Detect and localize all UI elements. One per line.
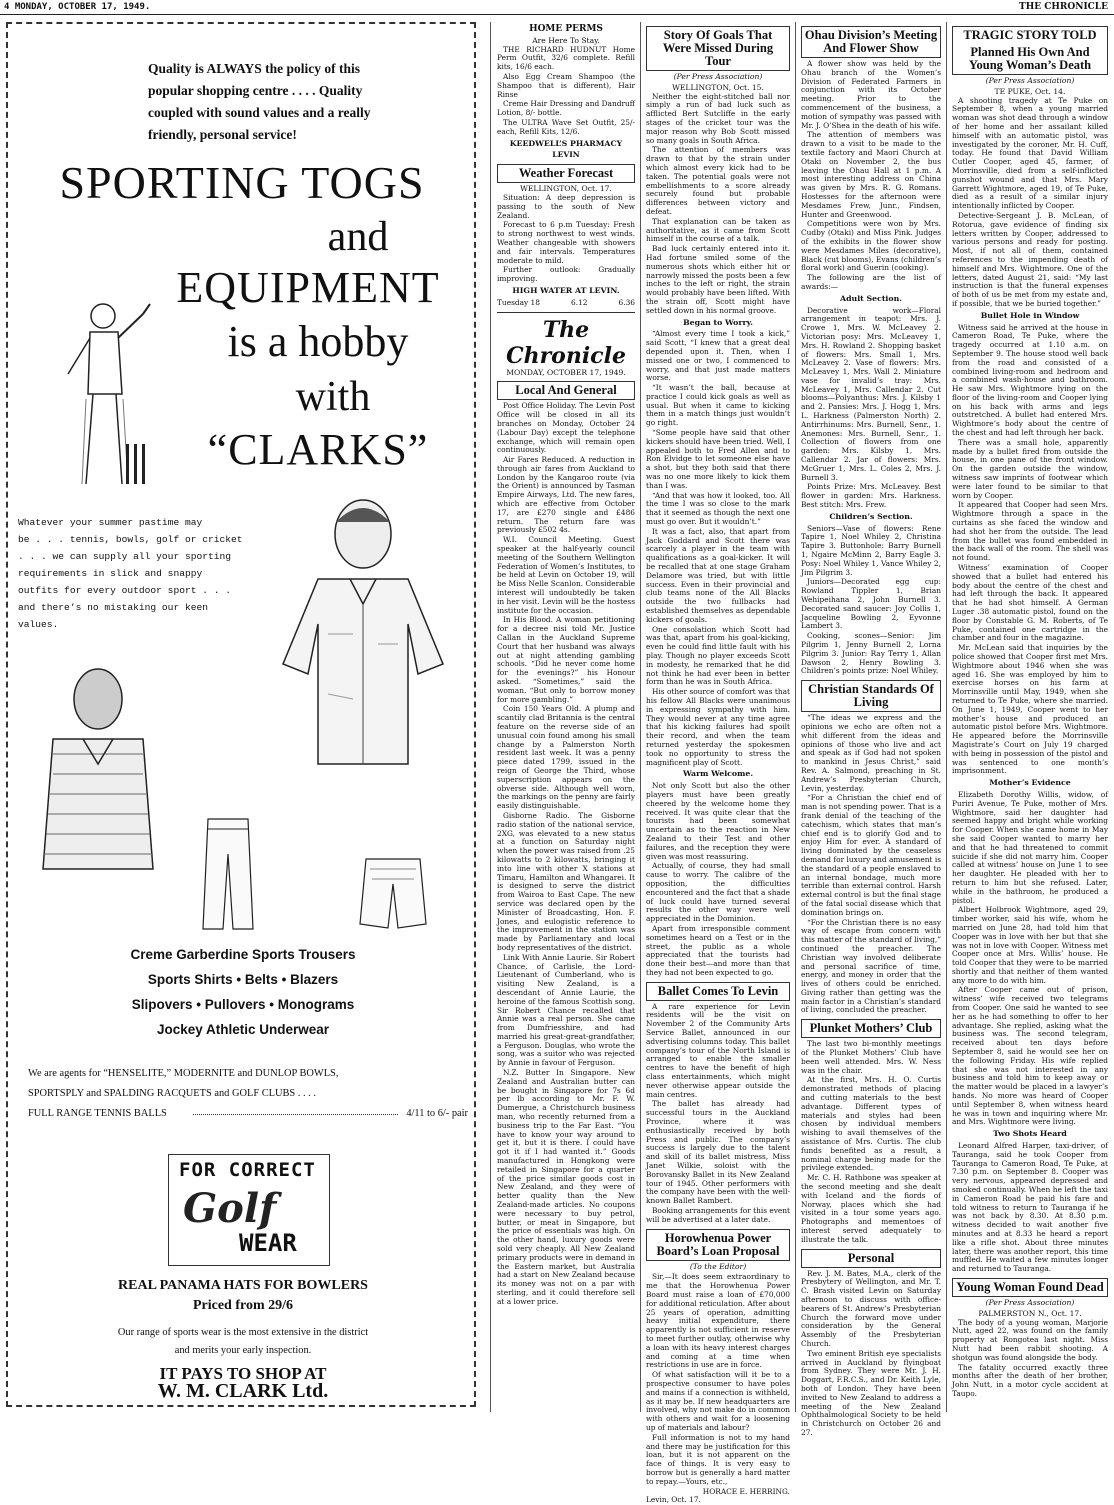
ohau-paragraph: Competitions were won by Mrs. Cudby (Otaki) and Miss Pink. Judges of the exhibits in the flower show were Mesdames Miles (decorative), Black (cut blooms), Evans (children’s floral work) and Guerin (cooking). — [801, 219, 941, 273]
column-rule — [946, 22, 947, 1412]
bullet-paragraph: Witness said he arrived at the house in Cameron Road, Te Puke, where the tragedy occurred at 1.10 a.m. on September 9. The house stood well back from the road and consisted of a combined living-room and bedroom and a combined wash-house and bathroom. He saw Mrs. Wightmore lying on the floor of the living-room and Cooper lying on his back with arms and legs outstretched. A bullet had entered Mrs. Wightmore’s body about the centre of the chest and had left through her back. — [952, 322, 1108, 438]
ad-store-name: W. M. CLARK Ltd. — [157, 1380, 329, 1402]
column-rule — [640, 22, 641, 1412]
ad-headline-2: and — [327, 214, 389, 260]
weather-paragraph: Further outlook: Gradually improving. — [497, 265, 635, 284]
ballet-paragraph: A rare experience for Levin residents will be the visit on November 2 of the Community Arts Service Ballet, announced in our advertising columns today. This ballet company’s tour of the North Island is arranged to enable the smaller centres to have the benefit of high class entertainments, which might never otherwise appear outside the main centres. — [646, 1001, 790, 1099]
tragic-paragraph: A shooting tragedy at Te Puke on September 8, when a young married woman was shot dead through a window of her home and her assailant killed himself with an automatic pistol, was investigated by the coroner, Mr. H. Cuff, today. He found that David William Cutler Cooper, aged 45, farmer, of Morrinsville, died from a self-inflicted gunshot wound and that Mrs. Mary Garrett Wightmore, aged 19, of Te Puke, died as a result of a similar injury intentionally inflicted by Cooper. — [952, 95, 1108, 211]
began-subhead: Began to Worry. — [683, 317, 753, 327]
tragic-dateline: TE PUKE, Oct. 14. — [994, 86, 1066, 96]
children-subhead: Children’s Section. — [829, 511, 913, 521]
header-date: 4 MONDAY, OCTOBER 17, 1949. — [4, 2, 151, 12]
perms-subtitle: Are Here To Stay. — [532, 35, 600, 45]
tide-day: Tuesday 18 — [497, 297, 540, 307]
column-rule — [795, 22, 796, 1412]
mother-subhead: Mother’s Evidence — [989, 778, 1071, 788]
began-paragraph: One consolation which Scott had was that, apart from his goal-kicking, even he could find little fault with his play. Though no player exceeds Scott in modesty, he remarked that he did not think he had ever been in better form than he was in South Africa. — [646, 624, 790, 687]
young-paragraph: The body of a young woman, Marjorie Nutt, aged 22, was found on the family property at Rongotea last night. Miss Nutt had been rabbit shooting. A shotgun was found alongside the body. — [952, 1317, 1108, 1362]
ad-pastime-line: requirements in slick and snappy — [18, 568, 203, 579]
goals-byline: (Per Press Association) — [673, 72, 763, 81]
young-woman-headline: Young Woman Found Dead — [952, 1278, 1108, 1297]
adult-subhead: Adult Section. — [840, 293, 902, 303]
ohau-paragraph: A flower show was held by the Ohau branch of the Women’s Division of Federated Farmers in conjunction with its October meeting. Prior to the commencement of the business, a motion of sympathy was passed with Mr. J. O’Shea in the death of his wife. — [801, 59, 941, 130]
trousers-illustration — [198, 814, 258, 934]
page-header — [0, 0, 1114, 15]
ad-range-line: Our range of sports wear is the most extensive in the district — [117, 1327, 369, 1338]
plunket-paragraph: At the first, Mrs. H. O. Curtis demonstrated methods of placing and cutting materials to the best advantage. Different types of materials and styles had been chosen by individual members wishing to avail themselves of the assistance of Mrs. Curtis. The club funds benefited as a result, a nominal charge being made for the privilege extended. — [801, 1075, 941, 1173]
pharmacy-town: LEVIN — [552, 150, 580, 160]
bullet-subhead: Bullet Hole in Window — [980, 310, 1080, 320]
golf-wear-logo — [168, 1154, 330, 1266]
ad-pastime-line: . . . we can supply all your sporting — [18, 551, 232, 562]
chronicle-masthead: The Chronicle — [506, 316, 626, 369]
warm-paragraph: Apart from irresponsible comment sometimes heard on a Test or in the street, the public as a whole appreciated that the tourists had done their best—and more than that they had not been expected to go. — [646, 923, 790, 977]
ad-range-text — [28, 1324, 458, 1360]
power-signature: HORACE E. HERRING. — [702, 1486, 790, 1496]
tide-row — [497, 299, 635, 308]
plunket-paragraph: The last two bi-monthly meetings of the Plunket Mothers’ Club have been well attended. Mrs. W. Ness was in the chair. — [801, 1039, 941, 1075]
masthead-date: MONDAY, OCTOBER 17, 1949. — [506, 367, 626, 377]
ad-pastime-line: and there’s no mistaking our keen — [18, 602, 208, 613]
young-dateline: PALMERSTON N., Oct. 17. — [978, 1308, 1082, 1318]
power-headline: Horowhenua Power Board’s Loan Proposal — [646, 1229, 790, 1261]
header-masthead: THE CHRONICLE — [1019, 2, 1108, 12]
ad-headline-6: “CLARKS” — [207, 425, 429, 474]
began-paragraph: “Almost every time I took a kick,” said Scott, “I knew that a great deal depended upon it. Then, when I missed one or two, I commenced to worry, and that just made matters worse. — [646, 329, 790, 383]
perms-paragraph: Creme Hair Dressing and Dandruff Lotion, 8/- bottle. — [497, 99, 635, 118]
local-general-headline: Local And General — [497, 381, 635, 400]
ballet-headline: Ballet Comes To Levin — [646, 982, 790, 1001]
ad-tennis-balls-label: FULL RANGE TENNIS BALLS — [28, 1108, 167, 1119]
tide-am: 6.12 — [571, 297, 588, 307]
power-paragraph: Sir,—It does seem extraordinary to me that the Horowhenua Power Board must raise a loan of £70,000 for additional reticulation. After about 25 years of operation, admitting heavy initial expenditure, there apparently is not sufficient in reserve to meet further outlay, otherwise why a loan with its heavy interest charges and coming at a time when restrictions in use are in force. — [646, 1272, 790, 1370]
local-paragraph: Coin 150 Years Old. A plump and scantily clad Britannia is the central feature on the reverse side of an unusual coin found among his small change by a Palmerston North resident last week. It was a penny piece dated 1799, issued in the reign of George the Third, whose superscription appears on the obverse side. Although well worn, the markings on the penny are fairly easily distinguishable. — [497, 704, 635, 811]
ad-headline-1: SPORTING TOGS — [59, 157, 425, 208]
children-paragraph: Seniors—Vase of flowers: Rene Tapire 1, Noel Whiley 2, Christina Tapire 3. Buttonhole: Barry Burnell 1, Ngaire McMinn 2, Barry Eagle 3. Posy: Noel Whiley 1, Vance Whiley 2, Jim Pilgrim 3. — [801, 523, 941, 577]
golf-logo-line-3: WEAR — [239, 1229, 297, 1257]
cricketer-illustration — [48, 294, 158, 494]
bullet-paragraph: It appeared that Cooper had seen Mrs. Wightmore through a space in the curtains as she faced the window and had shot her from the outside. The lead from the bullet was found embedded in the back wall of the room. The shell was not found. — [952, 500, 1108, 563]
ad-hats — [28, 1276, 458, 1316]
perms-paragraph: The ULTRA Wave Set Outfit, 25/- each, Refill Kits, 12/6. — [497, 117, 635, 136]
began-paragraph: “It wasn’t the ball, because at practice I could kick goals as well as usual. But when it came to kicking them in a match things just wouldn’t go right. — [646, 383, 790, 428]
mother-paragraph: After Cooper came out of prison, witness’ wife received two telegrams from Cooper. One said he wanted to see her as he had something to offer to her advantage. She replied, asking what the business was. The second telegram, received about ten days before September 8, said he would see her on the following Friday. His wife replied that she was not interested in any business and told him to keep away or the matter would be placed in a lawyer’s hands. No more was heard of Cooper until September 8, when witness heard he was in town and inquiring where Mr. and Mrs. Wightmore were living. — [952, 985, 1108, 1127]
warm-subhead: Warm Welcome. — [682, 769, 754, 779]
ad-quality-line: coupled with sound values and a really — [148, 105, 371, 120]
perms-paragraph: THE RICHARD HUDNUT Home Perm Outfit, 32/6 complete. Refill kits, 16/6 each. — [497, 44, 635, 72]
warm-paragraph: Actually, of course, they had small cause to worry. The calibre of the opposition, the difficulties encountered and the fact that a shade of luck could have turned several results the other way were well appreciated in the Dominion. — [646, 861, 790, 924]
ad-leader-dots — [193, 1114, 398, 1115]
power-byline: (To the Editor) — [689, 1261, 747, 1271]
ohau-paragraph: The following are the list of awards:— — [801, 273, 941, 291]
ad-hats-price: Priced from 29/6 — [192, 1298, 294, 1313]
began-paragraph: “Some people have said that other kickers should have been tried. Well, I appealed both to Fred Allen and to Ron Elvidge to let someone else have a shot, but they both said that there was no one more likely to kick them than I was. — [646, 428, 790, 490]
planned-headline: Planned His Own And Young Woman’s Death — [952, 44, 1108, 75]
ad-quality-line: friendly, personal service! — [148, 127, 297, 142]
personal-paragraph: Rev. J. M. Bates, M.A., clerk of the Presbytery of Wellington, and Mr. T. C. Brash visited Levin on Saturday afternoon to discuss with office-bearers of St. Andrew’s Presbyterian Church the forward move under consideration by the General Assembly of the Presbyterian Church. — [801, 1268, 941, 1348]
power-paragraph: Full information is not to my hand and there may be justification for this loan, but it is not apparent on the face of things. It is very easy to borrow but is generally a hard matter to repay.—Yours, etc., — [646, 1432, 790, 1486]
ad-item: Creme Garberdine Sports Trousers — [130, 947, 356, 962]
ballet-paragraph: The ballet has already had successful tours in the Auckland Province, where it was enthusiastically received by both Press and public. The company’s success is largely due to the talent and skill of its ballet mistress, Miss Janet Wilkie, soloist with the Borovansky Ballet in its New Zealand tour of 1945. Other performers with the company have been with the well-known Ballet Rambert. — [646, 1099, 790, 1206]
local-paragraph: Link With Annie Laurie. Sir Robert Chance, of Carlisle, the Lord-Lieutenant of Cumberland, who is visiting New Zealand, is a descendant of Annie Laurie, the heroine of the famous Scottish song. Sir Robert Chance recalled that Annie was a real person. She came from Dumfriesshire, and had married his great-great-grandfather, a Ferguson. Douglas, who wrote the song, was a suitor who was rejected by Annie in favour of Ferguson. — [497, 952, 635, 1068]
plunket-headline: Plunket Mothers’ Club — [801, 1019, 941, 1038]
goals-paragraph: The attention of members was drawn to that by the strain under which almost every kick had to be taken. The potential goals were not embellishments to a score already securely found but probable differences between victory and defeat. — [646, 145, 790, 216]
weather-dateline: WELLINGTON, Oct. 17. — [520, 184, 612, 194]
christian-paragraph: “The ideas we express and the opinions we echo are often not a whit different from the ideas and opinions of those who live and act and speak as if God had not spoken to mankind in Jesus Christ,” said Rev. A. Salmond, preaching in St. Andrew’s Presbyterian Church, Levin, yesterday. — [801, 713, 941, 793]
goals-paragraph: That explanation can be taken as authoritative, as it came from Scott himself in the course of a talk. — [646, 216, 790, 244]
ad-hats-line: REAL PANAMA HATS FOR BOWLERS — [118, 1278, 368, 1293]
bullet-paragraph: Mr. McLean said that inquiries by the police showed that Cooper first met Mrs. Wightmore about 1946 when she was aged 16. She was employed by him to exercise horses on his farm at Morrinsville until May, 1949, when she returned to Te Puke, where she married. On June 1, 1949, Cooper went to her mother’s house and produced an automatic pistol before Mrs. Wightmore. He appeared before the Morrinsville Magistrate’s Court on July 19 charged with being in possession of the pistol and was sentenced to one month’s imprisonment. — [952, 643, 1108, 776]
ad-items-list — [28, 942, 458, 1042]
ad-range-line: and merits your early inspection. — [174, 1345, 312, 1356]
goals-headline: Story Of Goals That Were Missed During Tour — [646, 26, 790, 71]
warm-paragraph: Not only Scott but also the other players must have been greatly cheered by the welcome home they received. It was quite clear that the tourists had been somewhat uncertain as to the reaction in New Zealand to their Test and other failures, and the reception they were given was most reassuring. — [646, 781, 790, 861]
local-paragraph: In His Blood. A woman petitioning for a decree nisi told Mr. Justice Callan in the Auckland Supreme Court that her husband was always out at night attending gambling schools. “Did he never come home for the evenings?” his Honour asked. “Sometimes,” said the woman. “But only to borrow money for more gambling.” — [497, 615, 635, 704]
ad-item: Slipovers • Pullovers • Monograms — [131, 997, 355, 1012]
column-4 — [952, 22, 1108, 1414]
weather-paragraph: Situation: A deep depression is passing to the south of New Zealand. — [497, 192, 635, 220]
tragic-paragraph: Detective-Sergeant J. B. McLean, of Rotorua, gave evidence of finding six letters written by Cooper, addressed to various persons and ready for posting. Most, if not all of them, contained references to the impending death of himself and Mrs. Wightmore. One of the letters, dated August 21, said: “My last instruction is that the funeral expenses of both of us be met from my estate and, if possible, that we be buried together.” — [952, 210, 1108, 308]
young-paragraph: The fatality occurred exactly three months after the death of her brother, John Nutt, in a motor cycle accident at Taupo. — [952, 1362, 1108, 1398]
ad-headline-3: EQUIPMENT — [176, 263, 440, 312]
ad-agents-line: SPORTSPLY and SPALDING RACQUETS and GOLF CLUBS . . . . — [28, 1088, 316, 1099]
personal-headline: Personal — [801, 1249, 941, 1268]
ad-item: Jockey Athletic Underwear — [156, 1022, 330, 1037]
golf-logo-line-1: FOR CORRECT — [179, 1159, 316, 1181]
local-paragraph: N.Z. Butter In Singapore. New Zealand and Australian butter can be bought in Singapore for 7s 6d per lb according to Mr. F. W. Dumergue, a Christchurch business man, who recently returned from a business trip to the Far East. “You have to know your way around to get it, but it is there. I could have got it if I had wanted it.” Goods manufactured in Hongkong were retailed in Singapore for a quarter of the price similar goods cost in New Zealand, and they were of better quality than the New Zealand-made articles. No coupons were necessary to buy petrol, butter, or meat in Singapore, but the price of essentials was high. On the other hand, luxury goods were sold very cheaply. All New Zealand primary products were in demand in the Eastern market, but Australia had a start on New Zealand because its money was not on a par with sterling, and it could therefore sell at a lower price. — [497, 1068, 635, 1306]
adult-paragraph: Points Prize: Mrs. McLeavey. Best flower in garden: Mrs. Harkness. Best stitch: Mrs. Frew. — [801, 482, 941, 510]
young-byline: (Per Press Association) — [985, 1297, 1075, 1307]
plunket-paragraph: Mr. C. H. Rathbone was speaker at the second meeting and she dealt with Iceland and the fiords of Norway, places which she had visited in a tour some years ago. Photographs and mementoes of interest served adequately to illustrate the talk. — [801, 1173, 941, 1244]
bullet-paragraph: There was a small hole, apparently made by a bullet fired from outside the house, in one pane of the front window. On the garden outside the window, witness saw imprints of footwear which were later found to be similar to that worn by Cooper. — [952, 437, 1108, 500]
mother-paragraph: Albert Holbrook Wightmore, aged 29, timber worker, said his wife, whom he married on June 28, had told him that Cooper was in love with her but that she was not in love with Cooper. Witness met Cooper once at Mrs. Willis’ house. He told Cooper that they were to be married shortly and that neither of them wanted any more to do with him. — [952, 905, 1108, 985]
ad-headline-4: is a hobby — [227, 317, 409, 366]
perms-paragraph: Also Egg Cream Shampoo (the Shampoo that is different), Hair Rinse — [497, 71, 635, 99]
began-paragraph: It was a fact, also, that apart from Jack Goddard and Scott there was scarcely a player in the team with qualifications as a goal-kicker. It will be recalled that at one stage Graham Delamore was tried, but with little success. Even in their provincial and club teams none of the All Blacks outside the two fullbacks had established themselves as dependable kickers of goals. — [646, 526, 790, 624]
power-place: Levin, Oct. 17. — [646, 1495, 701, 1505]
ad-pastime-text — [18, 514, 248, 633]
began-paragraph: His other source of comfort was that his fellow All Blacks were unanimous in expressing sympathy with him. They would never at any time agree that his kicking failures had spoilt their record, and when the team returned yesterday the spokesmen took no opportunity to stress the magnificent play of Scott. — [646, 687, 790, 767]
adult-paragraph: Decorative work—Floral arrangement in teapot: Mrs. J. Crowe 1, Mrs. W. McLeavey 2. Victorian posy: Mrs. McLeavey 1, Mrs. H. Rowland 2. Shopping basket of flowers: Mrs. Small 1, Mrs. McLeavey 2. Vase of flowers: Mrs. McLeavey 1, Mrs. Wall 2. Miniature vase for invalid’s tray: Mrs. McLeavey 1, Mrs. Callendar 2. Cut blooms—Polyanthus: Mrs. J. Kilsby 1 and 2. Pansies: Mrs. J. Hogg 1, Mrs. L. Harkness (Palmerston North) 2. Antirrhinums: Mrs. Burnell, Senr., 1. Anemones: Mrs. Burnell, Senr., 1. Collection of flowers from one garden: Mrs. Kilsby 1, Mrs. Callendar 2. Jar of flowers: Mrs. McGruer 1, Mrs. L. Coles 2, Mrs. J. Burnell 3. — [801, 305, 941, 482]
local-paragraph: Air Fares Reduced. A reduction in through air fares from Auckland to London by the Kangaroo route (via the Orient) is announced by Tasman Empire Airways, Ltd. The new fares, which are effective from October 17, are £270 single and £486 return. The return fare was previously £502 4s. — [497, 455, 635, 535]
ad-pastime-line: values. — [18, 619, 59, 630]
sweater-man-illustration — [28, 664, 168, 874]
goals-dateline: WELLINGTON, Oct. 15. — [672, 82, 764, 92]
golf-logo-script: Golf — [183, 1185, 277, 1232]
divider — [497, 312, 635, 313]
tide-pm: 6.36 — [618, 297, 635, 307]
column-3 — [801, 22, 941, 1437]
ad-agents-text — [28, 1064, 468, 1124]
ad-quality-text — [148, 58, 448, 146]
christian-headline: Christian Standards Of Living — [801, 680, 941, 712]
personal-paragraph: Two eminent British eye specialists arrived in Auckland by flyingboat from Sydney. They were Mr. J. H. Doggart, F.R.C.S., and Dr. Keith Lyle, both of London. They have been invited to New Zealand to address a meeting of the New Zealand Ophthalmological Society to be held in Christchurch on October 26 and 27. — [801, 1348, 941, 1437]
mother-paragraph: Elizabeth Dorothy Willis, widow, of Puriri Avenue, Te Puke, mother of Mrs. Wightmore, said her daughter had seemed happy and bright while working for Cooper. When she came home in May she said Cooper wanted to marry her and that he had threatened to commit suicide if she did not marry him. Cooper called at witness’ house on June 1 to see her daughter. He pleaded with her to return to him but she refused. Later, while in the bathroom, he produced a pistol. — [952, 789, 1108, 905]
ad-item: Sports Shirts • Belts • Blazers — [147, 972, 339, 987]
shorts-illustration — [358, 854, 428, 934]
children-paragraph: Juniors—Decorated egg cup: Rowland Tippler 1, Brian Wehipeihana 2, John Burnell 3. Decorated sand saucer: Joy Collis 1, Jacqueline Bowling 2, Eyvonne Lambert 3. — [801, 577, 941, 631]
weather-headline: Weather Forecast — [497, 164, 635, 183]
power-paragraph: Of what satisfaction will it be to a prospective consumer to have poles and mains if a connection is withheld, as it may be. If new headquarters are involved, why not make do in common with others and wait for a loosening up of materials and labour? — [646, 1370, 790, 1432]
ad-pays: IT PAYS TO SHOP AT — [159, 1364, 327, 1383]
local-paragraph: Post Office Holiday. The Levin Post Office will be closed in all its branches on Monday, October 24 (Labour Day) except the telephone exchange, which will remain open continuously. — [497, 401, 635, 455]
column-1 — [497, 22, 635, 1414]
ohau-headline: Ohau Division’s Meeting And Flower Show — [801, 26, 941, 58]
christian-paragraph: “For the Christian there is no easy way of escape from concern with this matter of the standard of living,” continued the preacher. The Christian way involved deliberate and personal sacrifice of time, energy, and money in order that the lives of others could be enriched. Giving rather than getting was the main factor in a Christian’s standard of living, concluded the preacher. — [801, 917, 941, 1015]
ad-tennis-balls-price: 4/11 to 6/- pair — [406, 1108, 468, 1119]
column-2 — [646, 22, 790, 1505]
christian-paragraph: “For a Christian the chief end of man is not spending power. That is a frank denial of the teaching of the catechism, which states that man’s chief end is to glorify God and to enjoy Him for ever. A standard of living dominated by the ceaseless demand for luxury and amusement is the standard of a people enslaved to an internal bondage, much more terrible than external control. Harsh external control is but the final stage of the fatal social disease which that domination brings on. — [801, 793, 941, 917]
ad-agents-line: We are agents for “HENSELITE,” MODERNITE and DUNLOP BOWLS, — [28, 1068, 339, 1079]
local-paragraph: W.I. Council Meeting. Guest speaker at the half-yearly council meeting of the Southern Wellington Federation of Women’s Institutes, to be held at Levin on October 19, will be Miss Nelle Scanlon. Considerable interest will undoubtedly be taken in her visit. Levin will be the hostess institute for the occasion. — [497, 535, 635, 615]
ad-pastime-line: be . . . tennis, bowls, golf or cricket — [18, 534, 243, 545]
perms-title: HOME PERMS — [529, 24, 603, 34]
began-paragraph: “And that was how it looked, too. All the time I was so close to the mark that it seemed as though the next one must go over. But it wouldn’t.” — [646, 490, 790, 527]
two-shots-paragraph: Leonard Alfred Harper, taxi-driver, of Tauranga, said he took Cooper from Tauranga to Cameron Road, Te Puke, at 7.30 p.m. on September 8. Cooper was very nervous, appeared depressed and smoked continually. When he left the taxi in Cameron Road he paid his fare and told witness to return to Tauranga if he was not back by 8.30. At 8.30 p.m. witness decided to wait another five minutes and at 8.33 he heard a report like a rifle shot. About three minutes later, there was another report, this time muffled. He waited a few minutes longer and returned to Tauranga. — [952, 1141, 1108, 1274]
tragic-byline: (Per Press Association) — [985, 76, 1075, 85]
ad-pastime-line: Whatever your summer pastime may — [18, 517, 203, 528]
goals-paragraph: Bad luck certainly entered into it. Had fortune smiled some of the numerous shots which either hit or narrowly missed the posts been a few inches to the left or right, the strain would probably have been lifted. With the strain off, Scott might have settled down in his normal groove. — [646, 244, 790, 315]
ballet-paragraph: Booking arrangements for this event will be advertised at a later date. — [646, 1206, 790, 1224]
ad-headline-5: with — [295, 374, 371, 420]
ad-quality-line: popular shopping centre . . . . Quality — [148, 83, 363, 98]
pharmacy-name: KEEDWELL’S PHARMACY — [509, 138, 623, 148]
bullet-paragraph: Witness’ examination of Cooper showed that a bullet had entered his body about the centre of the chest and had left through the back. It appeared that he had shot himself. A German Luger .38 automatic pistol, found on the floor by Constable G. M. Roberts, of Te Puke, contained one cartridge in the chamber and four in the magazine. — [952, 563, 1108, 643]
column-rule — [490, 22, 491, 1412]
ad-pastime-line: outfits for every outdoor sport . . . — [18, 585, 232, 596]
ad-quality-line: Quality is ALWAYS the policy of this — [148, 61, 361, 76]
weather-paragraph: Forecast to 6 p.m Tuesday: Fresh to strong northwest to west winds. Weather changeable with showers and fair intervals. Temperatures moderate to mild. — [497, 220, 635, 265]
local-paragraph: Gisborne Radio. The Gisborne radio station of the national service, 2XG, was elevated to a new status at a function on Saturday night when the power was raised from .25 kilowatts to 2 kilowatts, bringing it into line with other X stations at Timaru, Hamilton and Whangarei. It is designed to serve the district from Wairoa to East Cape. The new service was declared open by the Minister of Broadcasting, Hon. F. Jones, and eulogistic reference to the improvement in the station was made by Parliamentary and local body representatives of the district. — [497, 810, 635, 952]
tide-title: HIGH WATER AT LEVIN. — [512, 285, 620, 295]
ad-tennis-balls-row — [28, 1104, 468, 1124]
clarks-advertisement — [6, 22, 476, 1407]
ohau-paragraph: The attention of members was drawn to a visit to be made to the textile factory and Maori Church at Otaki on November 2, the bus leaving the Ohau Hall at 1 p.m. A most interesting address on China was given by Mrs. R. G. Romans. Hostesses for the afternoon were Mesdames Frew, Junr., Findsen, Hunter and Greenwood. — [801, 130, 941, 219]
goals-paragraph: Neither the eight-stitched ball nor simply a run of bad luck such as afflicted Bert Sutcliffe in the early stages of the cricket tour was the major reason why Bob Scott missed so many goals in South Africa. — [646, 91, 790, 145]
man-in-shirt-illustration — [258, 494, 468, 774]
tragic-headline: TRAGIC STORY TOLD — [952, 26, 1108, 44]
two-shots-subhead: Two Shots Heard — [993, 1129, 1067, 1139]
children-paragraph: Cooking, scones—Senior: Jim Pilgrim 1, Jenny Burnell 2, Lorna Pilgrim 3. Junior: Ray Terry 1, Allan Dawson 2, Henry Bowling 3. Children’s points prize: Noel Whiley. — [801, 631, 941, 676]
